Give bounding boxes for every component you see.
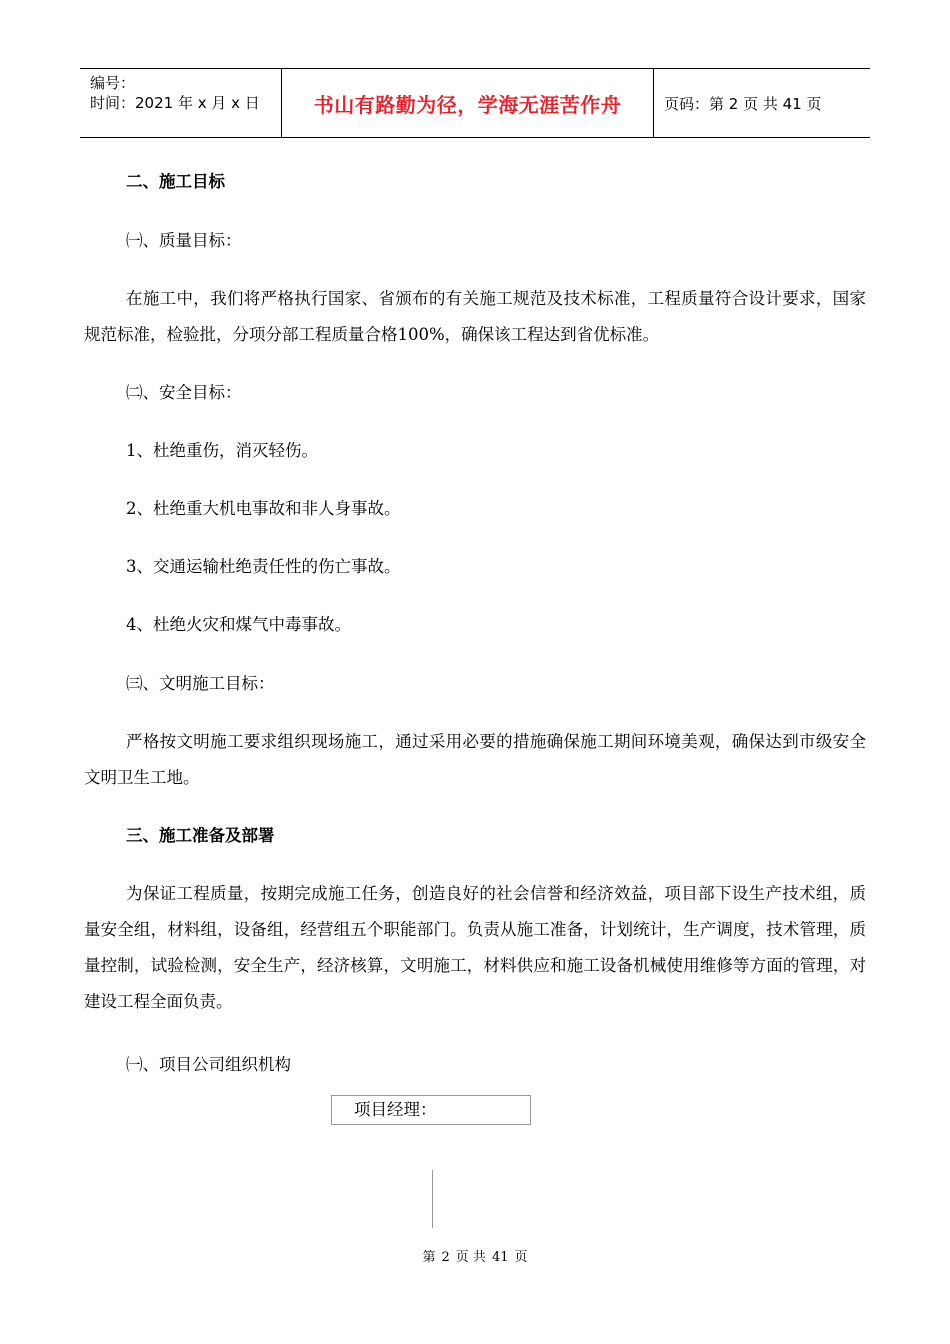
section-3-text: 为保证工程质量，按期完成施工任务，创造良好的社会信誉和经济效益，项目部下设生产技术组，质量安全组，材料组，设备组，经营组五个职能部门。负责从施工准备，计划统计，生产调度，技术管理，质量控制，试验检测，安全生产，经济核算，文明施工，材料供应和施工设备机械使用维修等方面的管理，对建设工程全面负责。 [84,884,866,1011]
footer-total-pages: 41 [491,1250,509,1265]
page-header [80,68,870,138]
footer-label-mid: 页 共 [455,1250,486,1265]
safety-goal-heading: ㈡、安全目标： [126,383,242,402]
header-motto-cell [282,69,654,137]
footer-page-number: 2 [441,1250,450,1265]
quality-goal-heading: ㈠、质量目标： [126,231,242,250]
section-3-heading: 三、施工准备及部署 [126,826,275,845]
safety-item: 1、杜绝重伤，消灭轻伤。 [126,441,318,460]
page-footer [0,1246,950,1265]
safety-item: 2、杜绝重大机电事故和非人身事故。 [126,499,401,518]
civil-goal-text: 严格按文明施工要求组织现场施工，通过采用必要的措施确保施工期间环境美观，确保达到市级安全文明卫生工地。 [84,732,866,787]
quality-goal-text: 在施工中，我们将严格执行国家、省颁布的有关施工规范及技术标准，工程质量符合设计要求，国家规范标准，检验批，分项分部工程质量合格100%，确保该工程达到省优标准。 [84,289,866,344]
footer-label-post: 页 [514,1250,528,1265]
safety-item: 3、交通运输杜绝责任性的伤亡事故。 [126,557,401,576]
header-motto: 书山有路勤为径，学海无涯苦作舟 [313,92,622,117]
header-page-code: 页码：第 2 页 共 41 页 [664,94,822,113]
org-connector-line [432,1170,433,1228]
safety-item: 4、杜绝火灾和煤气中毒事故。 [126,615,351,634]
section-2-heading: 二、施工目标 [126,172,225,191]
footer-label-pre: 第 [422,1250,436,1265]
civil-goal-heading: ㈢、文明施工目标： [126,674,275,693]
header-meta [80,69,282,137]
project-manager-box: 项目经理： [331,1095,531,1125]
org-structure-heading: ㈠、项目公司组织机构 [126,1055,291,1074]
document-date-label: 时间：2021 年 x 月 x 日 [90,94,260,112]
document-number-label: 编号： [90,74,136,92]
